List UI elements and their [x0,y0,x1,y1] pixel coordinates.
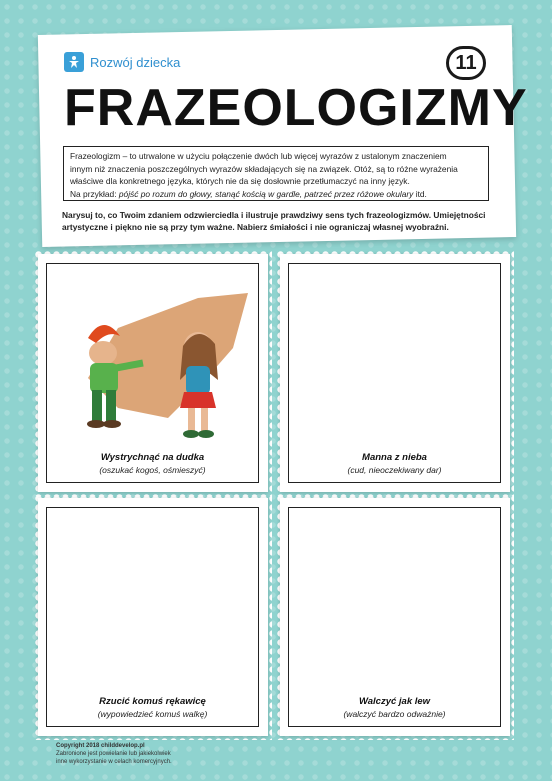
brand [64,52,180,72]
card-4 [280,498,510,736]
card-2 [280,254,510,492]
definition-box [63,146,489,201]
card-title: Walczyć jak lew [358,696,431,707]
card-title: Rzucić komuś rękawicę [99,696,206,707]
page-title: FRAZEOLOGIZMY [64,79,528,137]
card-meaning: (oszukać kogoś, ośmieszyć) [99,465,206,475]
card-title: Wystrychnąć na dudka [100,452,205,463]
brand-logo-icon [64,52,84,72]
card-3 [38,498,268,736]
card-title: Manna z nieba [362,452,427,463]
definition-example: Na przykład: pójść po rozum do głowy, stanąć kością w gardle, patrzeć przez różowe okulary itd. [70,188,427,199]
footer-line: inne wykorzystanie w celach komercyjnych. [56,759,172,765]
instruction-text: Narysuj to, co Twoim zdaniem odzwierciedla i ilustruje prawdziwy sens tych frazeologizmów. Umiejętności artystyczne i piękno nie są przy tym ważne. Nabierz śmiałości i nie ograniczaj własnej wyobraźni. [62,210,486,232]
card-meaning: (cud, nieoczekiwany dar) [347,465,442,475]
worksheet-number-badge: 11 [446,46,486,80]
drawing-frame [46,507,259,727]
definition-line: właściwe dla konkretnego języka, których nie da się dosłownie przetłumaczyć na inny język. [70,176,410,186]
footer-line: Zabronione jest powielanie lub jakiekolwiek [56,751,171,757]
card-meaning: (wypowiedzieć komuś walkę) [97,709,208,719]
definition-line: Frazeologizm – to utrwalone w użyciu połączenie dwóch lub więcej wyrazów z ustalonym znaczeniem [70,151,447,161]
card-meaning: (walczyć bardzo odważnie) [343,709,446,719]
illustration-kids [48,268,257,448]
footer [56,742,172,766]
drawing-frame [46,263,259,483]
drawing-frame [288,263,501,483]
definition-line: innym niż znaczenia poszczególnych wyrazów składających się na związek. Otóż, są to różne wyrażenia [70,163,458,174]
card-1 [38,254,268,492]
brand-name: Rozwój dziecka [90,54,181,70]
drawing-frame [288,507,501,727]
footer-copyright: Copyright 2018 childdevelop.pl [56,743,145,749]
